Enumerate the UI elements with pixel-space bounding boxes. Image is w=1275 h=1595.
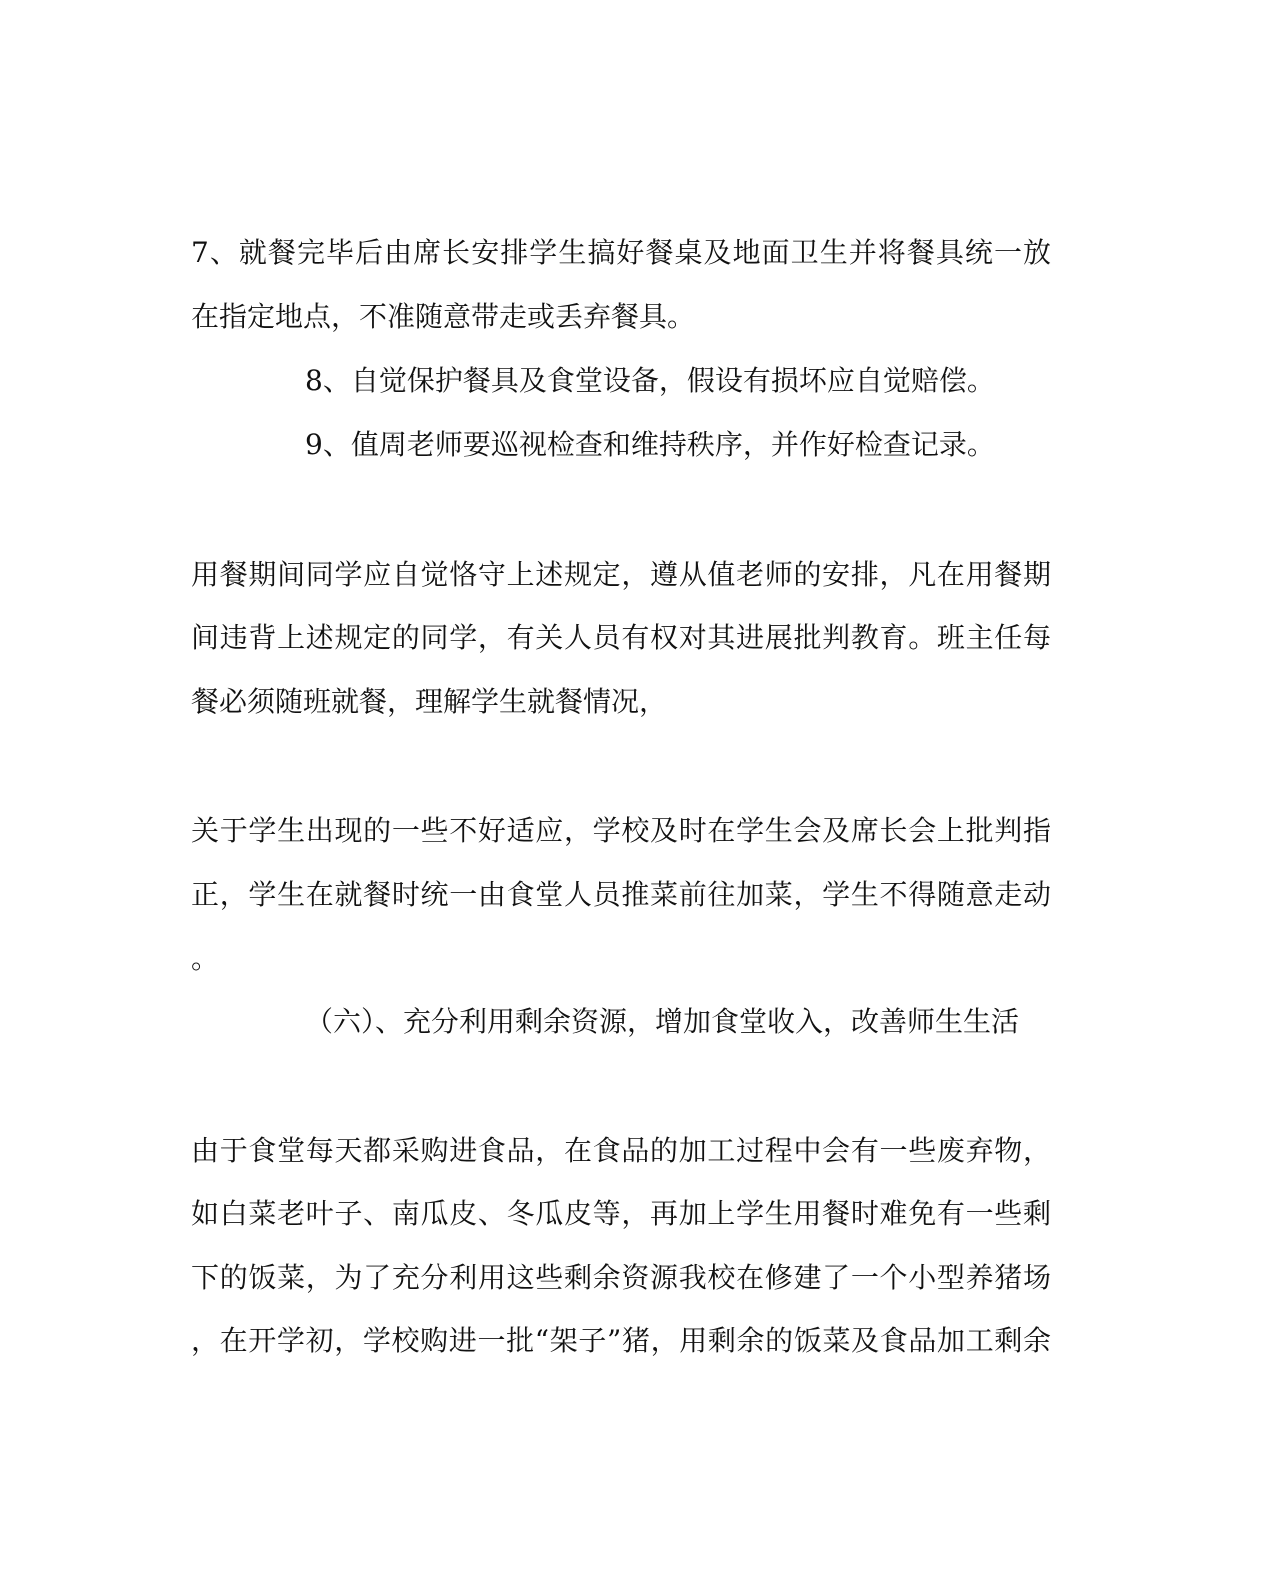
paragraph-line: 如白菜老叶子、南瓜皮、冬瓜皮等，再加上学生用餐时难免有一些剩 <box>191 1197 1051 1230</box>
paragraph-line: ，在开学初，学校购进一批“架子”猪，用剩余的饭菜及食品加工剩余 <box>191 1324 1051 1357</box>
paragraph-line: 间违背上述规定的同学，有关人员有权对其进展批判教育。班主任每 <box>191 621 1051 654</box>
paragraph-line: 7、就餐完毕后由席长安排学生搞好餐桌及地面卫生并将餐具统一放 <box>191 236 1051 269</box>
paragraph-line: 餐必须随班就餐，理解学生就餐情况， <box>191 685 668 718</box>
section-heading: （六）、充分利用剩余资源，增加食堂收入，改善师生生活 <box>305 1005 1020 1038</box>
paragraph-line: 关于学生出现的一些不好适应，学校及时在学生会及席长会上批判指 <box>191 814 1051 847</box>
paragraph-line: 用餐期间同学应自觉恪守上述规定，遵从值老师的安排，凡在用餐期 <box>191 558 1051 591</box>
paragraph-line: 在指定地点，不准随意带走或丢弃餐具。 <box>191 300 696 333</box>
paragraph-line: 正，学生在就餐时统一由食堂人员推菜前往加菜，学生不得随意走动 <box>191 878 1051 911</box>
list-item-8: 8、自觉保护餐具及食堂设备，假设有损坏应自觉赔偿。 <box>305 364 995 397</box>
list-item-9: 9、值周老师要巡视检查和维持秩序，并作好检查记录。 <box>305 428 995 461</box>
paragraph-line: 由于食堂每天都采购进食品，在食品的加工过程中会有一些废弃物， <box>191 1134 1051 1167</box>
paragraph-line: 下的饭菜，为了充分利用这些剩余资源我校在修建了一个小型养猪场 <box>191 1261 1051 1294</box>
paragraph-line: 。 <box>191 942 220 975</box>
